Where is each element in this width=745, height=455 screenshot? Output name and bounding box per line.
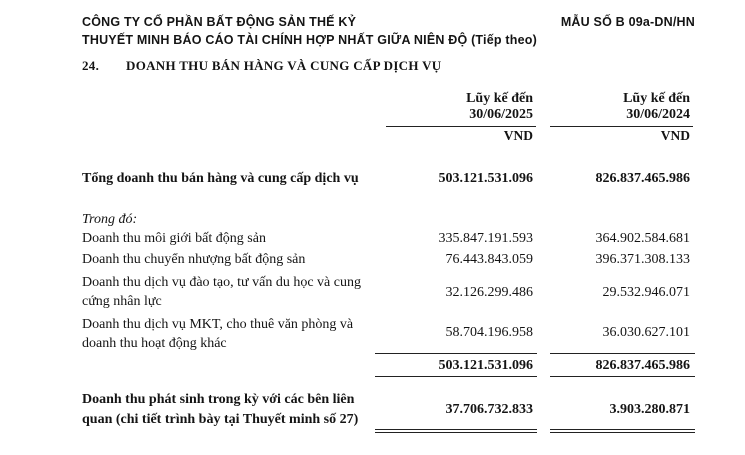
related-party-rule-2024-a [550, 429, 695, 430]
column-header-2025-line2: 30/06/2025 [469, 107, 533, 122]
unit-2024: VND [660, 128, 690, 143]
subtotal-rule-2024 [550, 353, 695, 354]
related-party-2024: 3.903.280.871 [609, 402, 690, 417]
training-2025: 32.126.299.486 [445, 285, 533, 300]
brokerage-2024: 364.902.584.681 [595, 231, 690, 246]
related-party-rule-2025-a [375, 429, 537, 430]
training-label-line2: cứng nhân lực [82, 294, 162, 309]
form-code: MẪU SỐ B 09a-DN/HN [560, 15, 695, 29]
document-subtitle: THUYẾT MINH BÁO CÁO TÀI CHÍNH HỢP NHẤT GIỮA NIÊN ĐỘ (Tiếp theo) [82, 33, 537, 47]
section-number: 24. [82, 58, 100, 73]
marketing-label-line2: doanh thu hoạt động khác [82, 336, 227, 351]
unit-2025: VND [503, 128, 533, 143]
column-header-2025-line1: Lũy kế đến [466, 91, 533, 106]
brokerage-2025: 335.847.191.593 [438, 231, 533, 246]
section-title: DOANH THU BÁN HÀNG VÀ CUNG CẤP DỊCH VỤ [126, 58, 442, 73]
related-party-rule-2025-b [375, 432, 537, 433]
training-label-line1: Doanh thu dịch vụ đào tạo, tư vấn du học và cung [82, 275, 361, 290]
column-header-2025 [393, 91, 533, 123]
training-2024: 29.532.946.071 [602, 285, 690, 300]
column-header-2024 [550, 91, 690, 123]
marketing-2024: 36.030.627.101 [602, 325, 690, 340]
column-header-rule-2024 [550, 126, 693, 127]
subtotal-underline-2025 [375, 376, 537, 377]
column-header-rule-2025 [386, 126, 536, 127]
marketing-label-line1: Doanh thu dịch vụ MKT, cho thuê văn phòng và [82, 317, 354, 332]
total-revenue-2024: 826.837.465.986 [595, 171, 690, 186]
in-which-label: Trong đó: [82, 212, 138, 227]
brokerage-label: Doanh thu môi giới bất động sản [82, 231, 266, 246]
total-revenue-label: Tổng doanh thu bán hàng và cung cấp dịch vụ [82, 171, 359, 186]
subtotal-underline-2024 [550, 376, 695, 377]
subtotal-rule-2025 [375, 353, 537, 354]
company-name: CÔNG TY CỔ PHẦN BẤT ĐỘNG SẢN THẾ KỶ [82, 15, 357, 29]
transfer-label: Doanh thu chuyển nhượng bất động sản [82, 252, 306, 267]
subtotal-2024: 826.837.465.986 [595, 358, 690, 373]
transfer-2024: 396.371.308.133 [595, 252, 690, 267]
related-party-2025: 37.706.732.833 [445, 402, 533, 417]
marketing-2025: 58.704.196.958 [445, 325, 533, 340]
related-party-label-line2: quan (chi tiết trình bày tại Thuyết minh số 27) [82, 412, 359, 427]
subtotal-2025: 503.121.531.096 [438, 358, 533, 373]
transfer-2025: 76.443.843.059 [445, 252, 533, 267]
total-revenue-2025: 503.121.531.096 [438, 171, 533, 186]
column-header-2024-line1: Lũy kế đến [623, 91, 690, 106]
related-party-label-line1: Doanh thu phát sinh trong kỳ với các bên liên [82, 392, 355, 407]
related-party-rule-2024-b [550, 432, 695, 433]
column-header-2024-line2: 30/06/2024 [626, 107, 690, 122]
